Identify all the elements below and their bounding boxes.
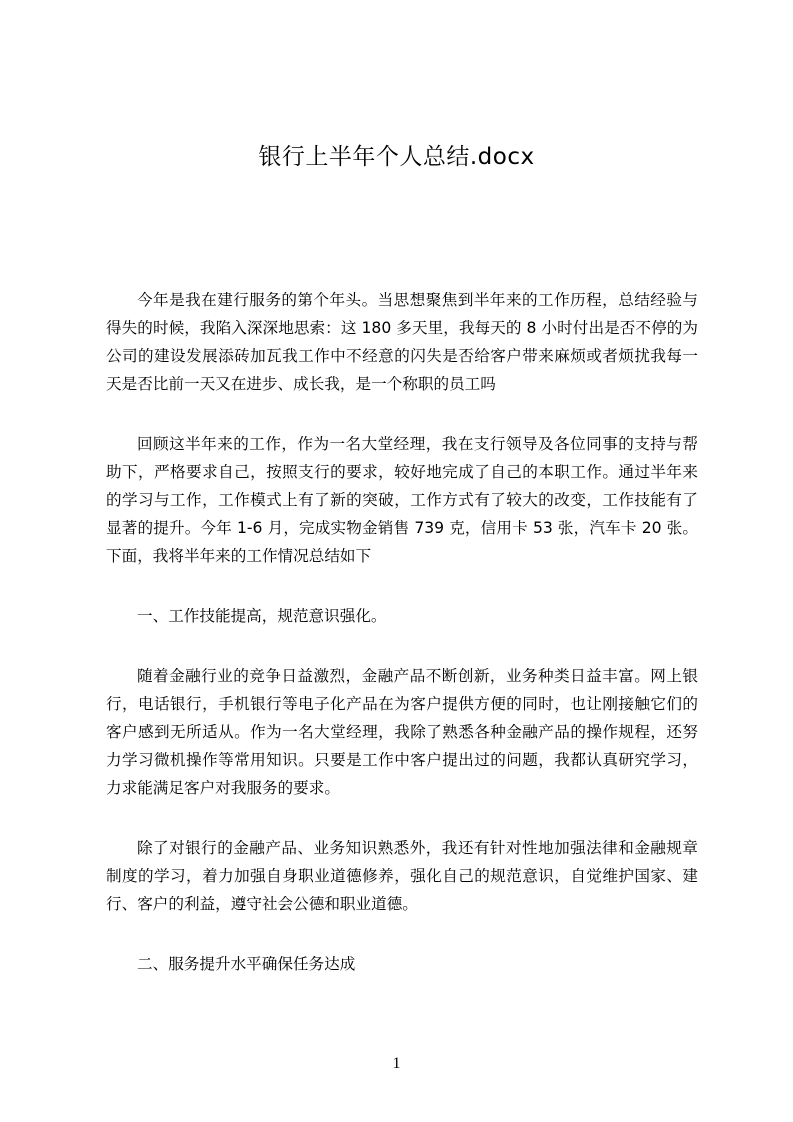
section-heading: 一、工作技能提高，规范意识强化。 <box>137 607 387 625</box>
document-body <box>106 286 698 1010</box>
page-number: 1 <box>392 1055 401 1072</box>
body-paragraph: 随着金融行业的竞争日益激烈，金融产品不断创新，业务种类日益丰富。网上银行，电话银行，手机银行等电子化产品在为客户提供方便的同时，也让刚接触它们的客户感到无所适从。作为一名大堂经理，我除了熟悉各种金融产品的操作规程，还努力学习微机操作等常用知识。只要是工作中客户提出过的问题，我都认真研究学习，力求能满足客户对我服务的要求。 <box>106 667 698 797</box>
section-heading: 二、服务提升水平确保任务达成 <box>137 955 356 973</box>
document-title: 银行上半年个人总结.docx <box>258 144 535 170</box>
review-paragraph: 回顾这半年来的工作，作为一名大堂经理，我在支行领导及各位同事的支持与帮助下，严格要求自己，按照支行的要求，较好地完成了自己的本职工作。通过半年来的学习与工作，工作模式上有了新的突破，工作方式有了较大的改变，工作技能有了显著的提升。今年 1-6 月，完成实物金销售 739 克，信用卡 53 张，汽车卡 20 张。下面，我将半年来的工作情况总结如下 <box>106 435 698 565</box>
intro-paragraph: 今年是我在建行服务的第个年头。当思想聚焦到半年来的工作历程，总结经验与得失的时候，我陷入深深地思索：这 180 多天里，我每天的 8 小时付出是否不停的为公司的建设发展添砖加瓦我工作中不经意的闪失是否给客户带来麻烦或者烦扰我每一天是否比前一天又在进步、成长我，是一个称职的员工吗 <box>106 291 698 393</box>
body-paragraph: 除了对银行的金融产品、业务知识熟悉外，我还有针对性地加强法律和金融规章制度的学习，着力加强自身职业道德修养，强化自己的规范意识，自觉维护国家、建行、客户的利益，遵守社会公德和职业道德。 <box>106 839 698 913</box>
